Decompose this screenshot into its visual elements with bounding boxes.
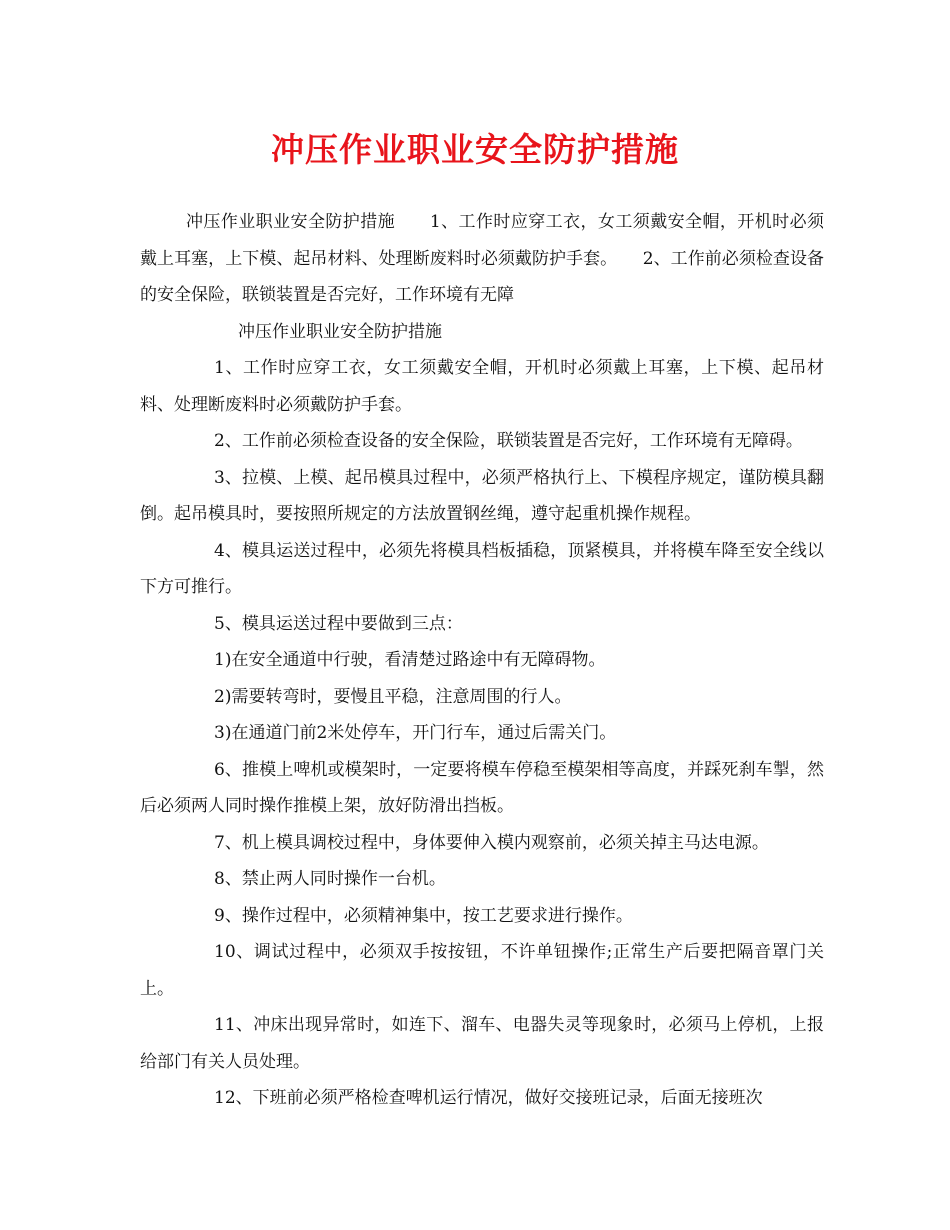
list-item: 3)在通道门前2米处停车，开门行车，通过后需关门。 xyxy=(214,723,617,743)
document-body xyxy=(140,204,824,1117)
list-item: 1)在安全通道中行驶，看清楚过路途中有无障碍物。 xyxy=(214,650,606,670)
list-item: 11、冲床出现异常时，如连下、溜车、电器失灵等现象时，必须马上停机，上报给部门有关人员处理。 xyxy=(140,1015,824,1072)
list-item: 2)需要转弯时，要慢且平稳，注意周围的行人。 xyxy=(214,686,572,707)
document-title: 冲压作业职业安全防护措施 xyxy=(271,130,679,169)
intro-paragraph: 冲压作业职业安全防护措施 1、工作时应穿工衣，女工须戴安全帽，开机时必须戴上耳塞，上下模、起吊材料、处理断废料时必须戴防护手套。 2、工作前必须检查设备的安全保险，联锁装置是否完好，工作环境有无障 xyxy=(140,212,824,305)
list-item: 5、模具运送过程中要做到三点： xyxy=(214,613,463,634)
list-item: 9、操作过程中，必须精神集中，按工艺要求进行操作。 xyxy=(214,905,633,926)
list-item: 1、工作时应穿工衣，女工须戴安全帽，开机时必须戴上耳塞，上下模、起吊材料、处理断废料时必须戴防护手套。 xyxy=(140,358,824,415)
list-item: 6、推模上啤机或模架时，一定要将模车停稳至模架相等高度，并踩死刹车掣，然后必须两人同时操作推模上架，放好防滑出挡板。 xyxy=(140,759,824,816)
list-item: 10、调试过程中，必须双手按按钮，不许单钮操作;正常生产后要把隔音罩门关上。 xyxy=(140,942,824,999)
list-item: 4、模具运送过程中，必须先将模具档板插稳，顶紧模具，并将模车降至安全线以下方可推行。 xyxy=(140,540,824,597)
section-heading: 冲压作业职业安全防护措施 xyxy=(238,321,442,342)
list-item: 2、工作前必须检查设备的安全保险，联锁装置是否完好，工作环境有无障碍。 xyxy=(214,431,803,451)
list-item: 12、下班前必须严格检查啤机运行情况，做好交接班记录，后面无接班次 xyxy=(214,1088,763,1108)
list-item: 8、禁止两人同时操作一台机。 xyxy=(214,869,446,889)
list-item: 7、机上模具调校过程中，身体要伸入模内观察前，必须关掉主马达电源。 xyxy=(214,832,769,853)
list-item: 3、拉模、上模、起吊模具过程中，必须严格执行上、下模程序规定，谨防模具翻倒。起吊模具时，要按照所规定的方法放置钢丝绳，遵守起重机操作规程。 xyxy=(140,467,824,524)
